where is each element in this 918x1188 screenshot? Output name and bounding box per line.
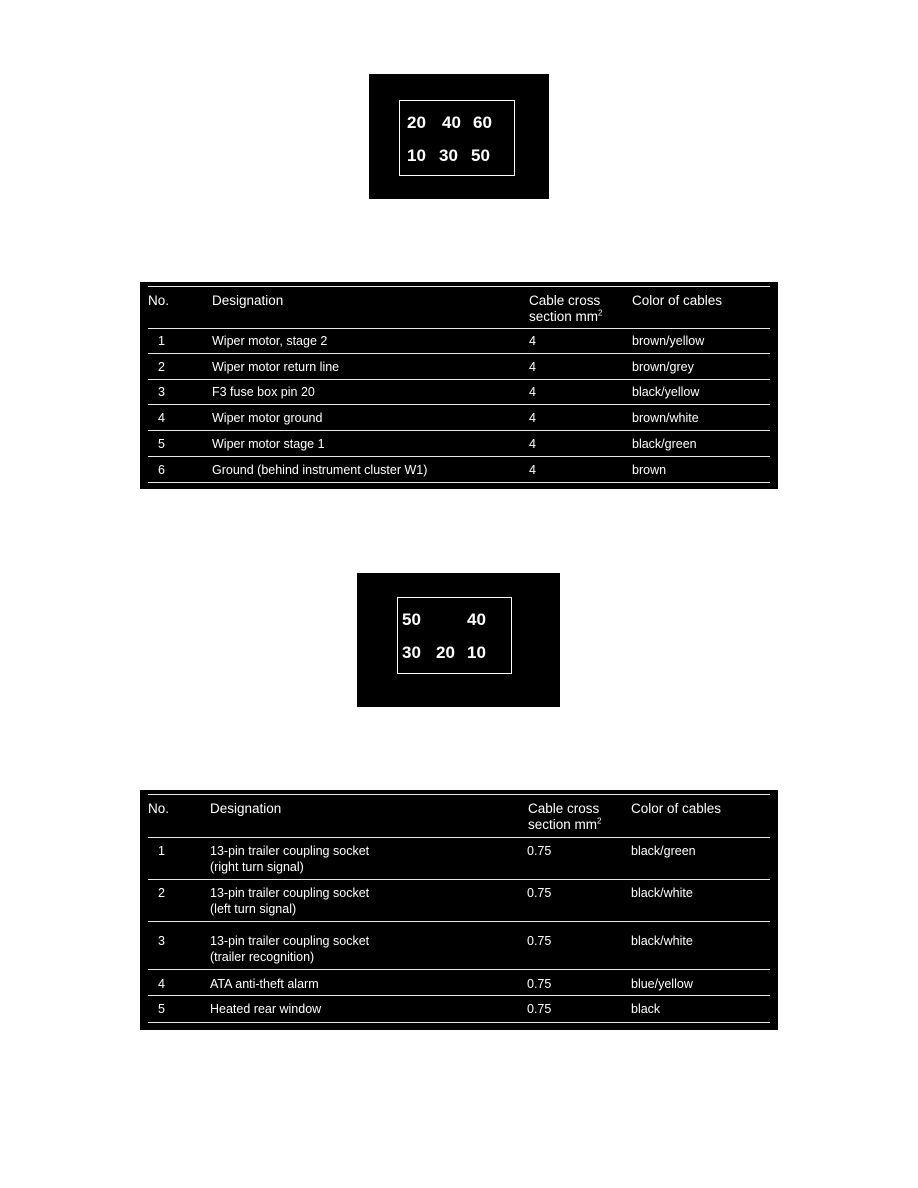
cell-no: 4 [158, 411, 165, 425]
cell-cable: 0.75 [527, 886, 552, 900]
header-color: Color of cables [632, 293, 723, 308]
pin-label: 20 [407, 113, 426, 132]
header-cable-section [529, 293, 602, 325]
cell-color: black/green [632, 437, 697, 451]
header-no: No. [148, 801, 170, 816]
pin-label: 30 [402, 643, 421, 662]
pin-label: 10 [407, 146, 426, 165]
cell-no: 2 [158, 886, 165, 900]
header-cable-line2: section mm [528, 817, 598, 832]
header-cable-sup: 2 [598, 308, 603, 318]
cell-color: black/yellow [632, 385, 700, 399]
header-cable-line2: section mm [529, 309, 599, 324]
pin-label: 40 [467, 610, 486, 629]
table-rule [148, 921, 770, 922]
table-rule [148, 794, 770, 795]
cell-no: 5 [158, 1002, 165, 1016]
cell-cable: 4 [529, 463, 536, 477]
cell-designation: 13-pin trailer coupling socket (trailer recognition) [210, 934, 370, 964]
cell-cable: 4 [529, 385, 536, 399]
table-rule [148, 456, 770, 457]
table-rule [148, 837, 770, 838]
table-rule [148, 379, 770, 380]
pin-label: 50 [471, 146, 490, 165]
cell-no: 1 [158, 844, 165, 858]
cell-color: blue/yellow [631, 977, 693, 991]
table-rule [148, 286, 770, 287]
cell-designation: Wiper motor return line [212, 360, 340, 374]
cell-color: black/green [631, 844, 696, 858]
cell-color: brown/white [632, 411, 699, 425]
header-designation: Designation [212, 293, 284, 308]
cell-color: brown/grey [632, 360, 694, 374]
header-cable-section [528, 801, 601, 833]
connector-diagram-2 [357, 573, 560, 707]
header-cable-line1: Cable cross [528, 801, 600, 816]
header-cable-line1: Cable cross [529, 293, 601, 308]
cell-color: brown [632, 463, 667, 477]
table-rule [148, 1022, 770, 1023]
pin-label: 50 [402, 610, 421, 629]
cell-cable: 0.75 [527, 844, 552, 858]
cell-cable: 0.75 [527, 1002, 552, 1016]
pin-label: 40 [442, 113, 461, 132]
table-rule [148, 430, 770, 431]
pin-label: 30 [439, 146, 458, 165]
cell-designation: 13-pin trailer coupling socket (right turn signal) [210, 844, 370, 874]
cell-no: 4 [158, 977, 165, 991]
header-color: Color of cables [631, 801, 722, 816]
pin-label: 20 [436, 643, 455, 662]
cell-no: 2 [158, 360, 165, 374]
table-rule [148, 969, 770, 970]
header-cable-sup: 2 [597, 816, 602, 826]
cell-designation: Wiper motor ground [212, 411, 323, 425]
pin-label: 60 [473, 113, 492, 132]
table-rule [148, 328, 770, 329]
pin-assignment-table-2 [140, 790, 778, 1030]
cell-no: 6 [158, 463, 165, 477]
header-designation: Designation [210, 801, 282, 816]
pin-assignment-table-1 [140, 282, 778, 489]
cell-designation: Ground (behind instrument cluster W1) [212, 463, 428, 477]
table-rule [148, 404, 770, 405]
table-rule [148, 482, 770, 483]
cell-designation: ATA anti-theft alarm [210, 977, 319, 991]
cell-designation: Wiper motor, stage 2 [212, 334, 328, 348]
cell-color: brown/yellow [632, 334, 705, 348]
cell-designation: Heated rear window [210, 1002, 322, 1016]
cell-no: 3 [158, 385, 165, 399]
cell-no: 1 [158, 334, 165, 348]
cell-designation: 13-pin trailer coupling socket (left turn signal) [210, 886, 370, 916]
table-rule [148, 995, 770, 996]
cell-cable: 0.75 [527, 977, 552, 991]
connector-diagram-1 [369, 74, 549, 199]
cell-color: black/white [631, 886, 693, 900]
cell-cable: 0.75 [527, 934, 552, 948]
cell-no: 5 [158, 437, 165, 451]
cell-designation: Wiper motor stage 1 [212, 437, 325, 451]
header-no: No. [148, 293, 170, 308]
cell-cable: 4 [529, 411, 536, 425]
table-rule [148, 353, 770, 354]
pin-label: 10 [467, 643, 486, 662]
cell-color: black/white [631, 934, 693, 948]
cell-cable: 4 [529, 334, 536, 348]
cell-no: 3 [158, 934, 165, 948]
connector-frame-2 [397, 597, 512, 674]
cell-cable: 4 [529, 437, 536, 451]
cell-cable: 4 [529, 360, 536, 374]
cell-color: black [631, 1002, 661, 1016]
table-rule [148, 879, 770, 880]
cell-designation: F3 fuse box pin 20 [212, 385, 315, 399]
